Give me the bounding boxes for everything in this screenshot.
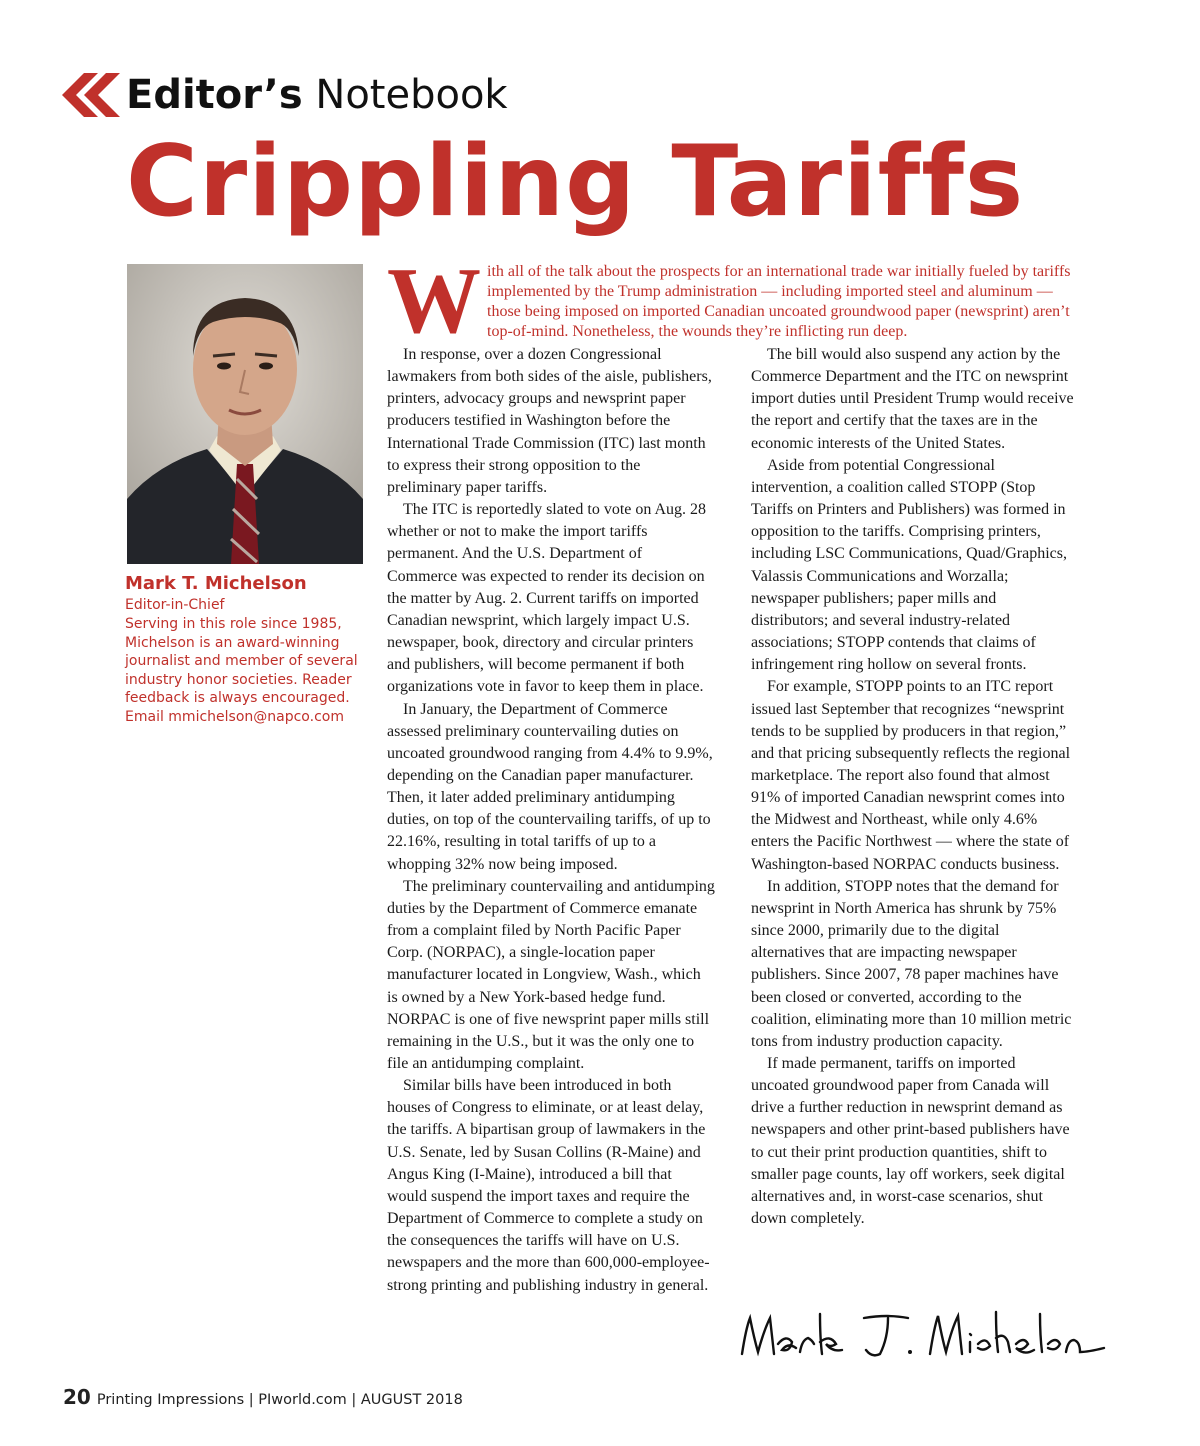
author-bio: Serving in this role since 1985, Michelson is an award-winning journalist and member of several industry honor societies. Reader feedback is always encouraged. Email mmichelson@napco.com [125, 616, 358, 725]
page-footer [63, 1385, 463, 1412]
author-name: Mark T. Michelson [125, 573, 307, 594]
paragraph: The ITC is reportedly slated to vote on Aug. 28 whether or not to make the import tariffs permanent. And the U.S. Department of Commerce was expected to render its decision on the matter by Aug. 2. Current tariffs on imported Canadian newsprint, which largely impact U.S. newspaper, book, directory and circular printers and publishers, will become permanent if both organizations vote in favor to keep them in place. [387, 501, 707, 696]
author-photo [127, 264, 363, 564]
paragraph: In addition, STOPP notes that the demand for newsprint in North America has shrunk by 75% since 2000, primarily due to the digital alternatives that are impacting newspaper publishers. Since 2007, 78 paper machines have been closed or converted, according to the coalition, eliminating more than 10 million metric tons from industry production capacity. [751, 877, 1072, 1050]
author-signature [738, 1308, 1106, 1364]
article-column-left [387, 344, 715, 1297]
paragraph: In January, the Department of Commerce assessed preliminary countervailing duties on uncoated groundwood ranging from 4.4% to 9.9%, depending on the Canadian paper manufacturer. Then, it later added preliminary antidumping duties, on top of the countervailing tariffs, of up to 22.16%, resulting in total tariffs of up to a whopping 32% now being imposed. [387, 700, 713, 873]
paragraph: Similar bills have been introduced in both houses of Congress to eliminate, or at least delay, the tariffs. A bipartisan group of lawmakers in the U.S. Senate, led by Susan Collins (R-Maine) and Angus King (I-Maine), introduced a bill that would suspend the import taxes and require the Department of Commerce to complete a study on the consequences the tariffs will have on U.S. newspapers and the more than 600,000-employee-strong printing and publishing industry in general. [387, 1077, 710, 1294]
drop-cap: W [387, 249, 481, 353]
paragraph: For example, STOPP points to an ITC report issued last September that recognizes “newsprint tends to be supplied by producers in that region,” and that pricing subsequently reflects the regional marketplace. The report also found that almost 91% of imported Canadian newsprint comes into the Midwest and Northeast, while only 4.6% enters the Pacific Northwest — where the state of Washington-based NORPAC conducts business. [751, 678, 1071, 873]
paragraph: The preliminary countervailing and antidumping duties by the Department of Commerce emanate from a complaint filed by North Pacific Paper Corp. (NORPAC), a single-location paper manufacturer located in Longview, Wash., which is owned by a New York-based hedge fund. NORPAC is one of five newsprint paper mills still remaining in the U.S., but it was the only one to file an antidumping complaint. [387, 877, 715, 1072]
section-header [62, 70, 508, 120]
author-role: Editor-in-Chief [125, 597, 225, 613]
page-number: 20 [63, 1385, 91, 1409]
footer-text: Printing Impressions | PIworld.com | AUGUST 2018 [96, 1392, 463, 1408]
section-label [126, 70, 508, 120]
author-sidebar [125, 572, 375, 726]
paragraph: Aside from potential Congressional intervention, a coalition called STOPP (Stop Tariffs on Printers and Publishers) was formed in opposition to the tariffs. Comprising printers, including LSC Communications, Quad/Graphics, Valassis Communications and Worzalla; newspaper publishers; paper mills and distributors; and several industry-related associations; STOPP contends that claims of infringement ring hollow on several fronts. [751, 456, 1067, 674]
author-portrait-image [127, 264, 363, 564]
article-column-right [751, 344, 1077, 1230]
paragraph: If made permanent, tariffs on imported uncoated groundwood paper from Canada will drive a further reduction in newsprint demand as newspapers and other print-based publishers have to cut their print production quantities, shift to smaller page counts, lay off workers, seek digital alternatives and, in worst-case scenarios, shut down completely. [751, 1055, 1070, 1228]
page-title: Crippling Tariffs [126, 125, 1025, 239]
paragraph: In response, over a dozen Congressional lawmakers from both sides of the aisle, publishers, printers, advocacy groups and newsprint paper producers testified in Washington before the International Trade Commission (ITC) last month to express their strong opposition to the preliminary paper tariffs. [387, 346, 712, 496]
section-label-bold: Editor’s [126, 72, 303, 118]
article-lead [387, 249, 1077, 353]
paragraph: The bill would also suspend any action by the Commerce Department and the ITC on newsprint import duties until President Trump would receive the report and certify that the taxes are in the economic interests of the United States. [751, 346, 1074, 452]
section-label-light: Notebook [315, 72, 508, 118]
double-chevron-left-icon [62, 73, 122, 117]
lead-text: ith all of the talk about the prospects for an international trade war initially fueled by tariffs implemented by the Trump administration — including imported steel and aluminum — those being imposed on imported Canadian uncoated groundwood paper (newsprint) aren’t top-of-mind. Nonetheless, the wounds they’re inflicting run deep. [487, 263, 1071, 340]
